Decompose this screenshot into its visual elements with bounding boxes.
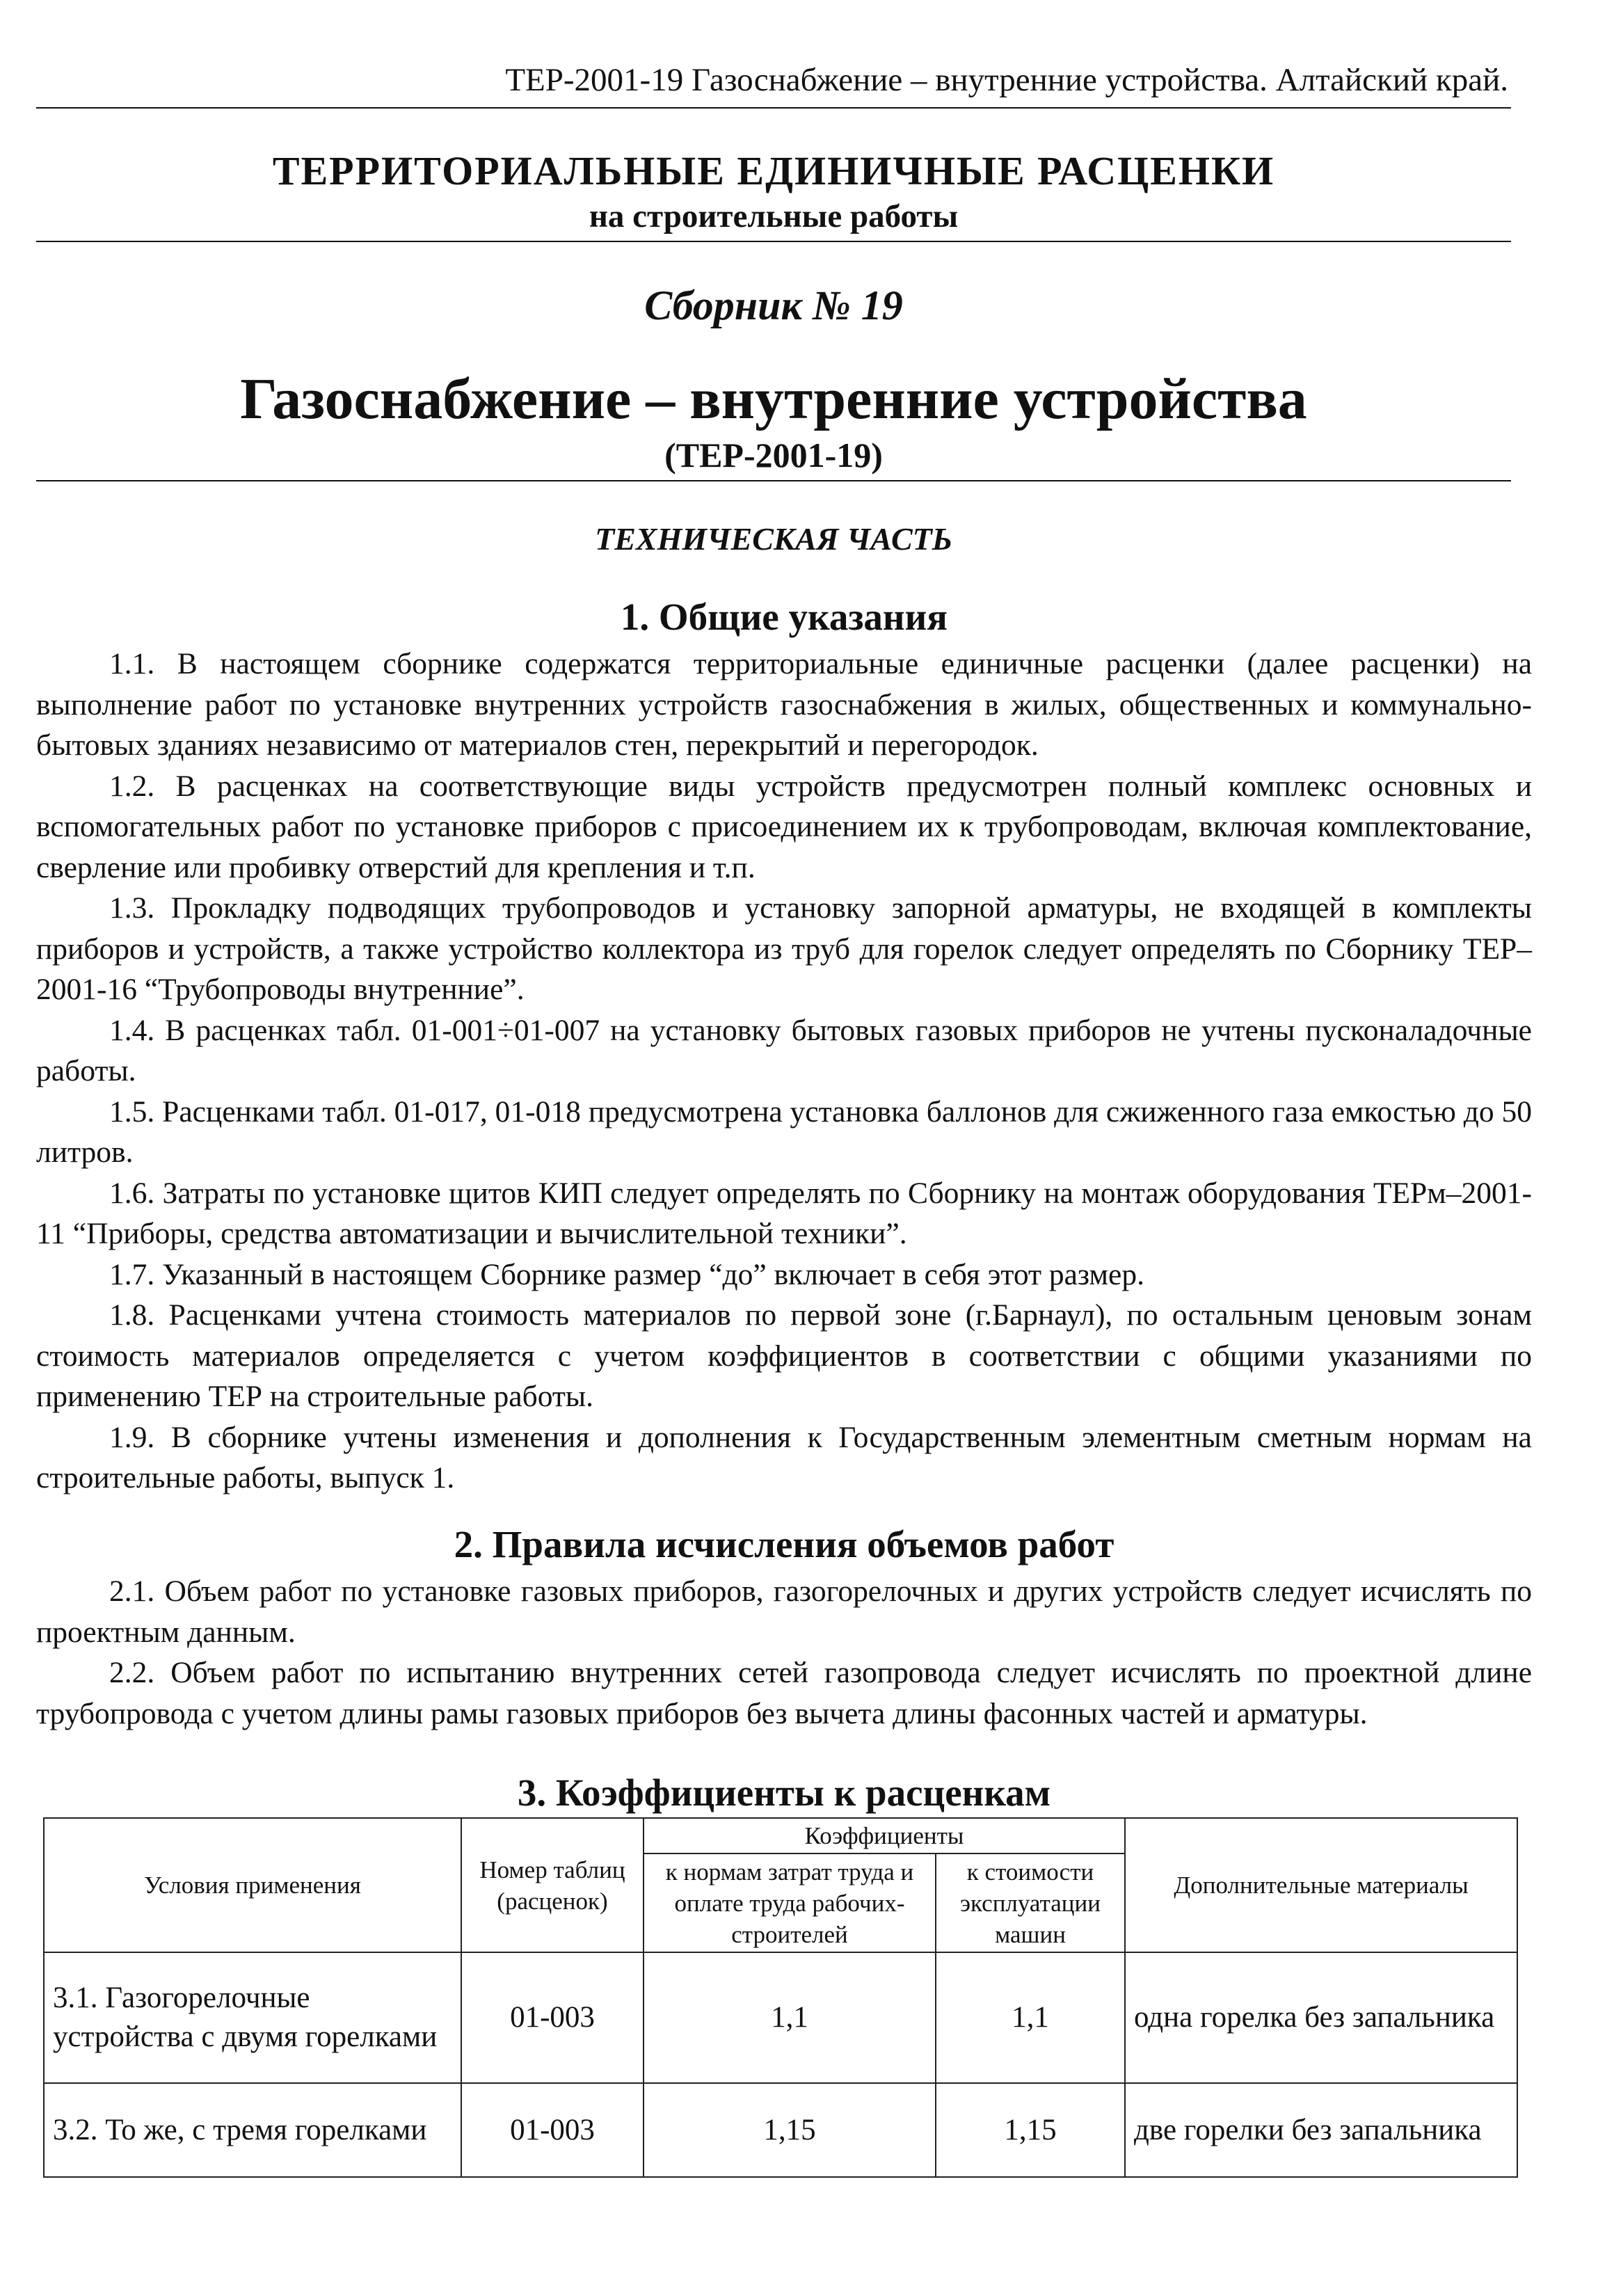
row-table-number: 01-003 [461,2083,644,2177]
running-header: ТЕР-2001-19 Газоснабжение – внутренние устройства. Алтайский край. [505,62,1508,98]
paragraph-1-1: 1.1. В настоящем сборнике содержатся территориальные единичные расценки (далее расценки) на выполнение работ по установке внутренних устройств газоснабжения в жилых, общественных и коммунально-бытовых зданиях независимо от материалов стен, перекрытий и перегородок. [36,647,1532,762]
collection-name: Газоснабжение – внутренние устройства [240,367,1307,431]
collection-rule [36,480,1511,481]
header-labor-coefficient: к нормам затрат труда и оплате труда рабочих-строителей [644,1853,936,1952]
paragraph-1-4: 1.4. В расценках табл. 01-001÷01-007 на установку бытовых газовых приборов не учтены пусконаладочные работы. [36,1013,1532,1087]
header-rule [36,107,1511,109]
paragraph-1-6: 1.6. Затраты по установке щитов КИП следует определять по Сборнику на монтаж оборудования ТЕРм–2001-11 “Приборы, средства автоматизации и вычислительной техники”. [36,1176,1532,1250]
document-title: ТЕРРИТОРИАЛЬНЫЕ ЕДИНИЧНЫЕ РАСЦЕНКИ [272,148,1275,193]
section2-heading: 2. Правила исчисления объемов работ [454,1523,1114,1565]
coefficients-table [43,1817,1518,2178]
row-table-number: 01-003 [461,1952,644,2083]
section2-body [36,1571,1532,1734]
paragraph-1-8: 1.8. Расценками учтена стоимость материалов по первой зоне (г.Барнаул), по остальным ценовым зонам стоимость материалов определяется с учетом коэффициентов в соответствии с общими указаниями по применению ТЕР на строительные работы. [36,1298,1532,1413]
paragraph-1-9: 1.9. В сборнике учтены изменения и дополнения к Государственным элементным сметным нормам на строительные работы, выпуск 1. [36,1420,1532,1494]
technical-part-heading: ТЕХНИЧЕСКАЯ ЧАСТЬ [595,521,952,557]
header-machine-coefficient: к стоимости эксплуатации машин [936,1853,1125,1952]
table-row [44,1952,1517,2083]
header-table-number: Номер таблиц (расценок) [461,1818,644,1952]
row-machine-coefficient: 1,15 [936,2083,1125,2177]
section1-body [36,644,1532,1499]
row-additional-materials: две горелки без запальника [1125,2083,1517,2177]
section1-heading: 1. Общие указания [620,596,948,638]
paragraph-2-2: 2.2. Объем работ по испытанию внутренних сетей газопровода следует исчислять по проектной длине трубопровода с учетом длины рамы газовых приборов без вычета длины фасонных частей и арматуры. [36,1656,1532,1730]
paragraph-1-7: 1.7. Указанный в настоящем Сборнике размер “до” включает в себя этот размер. [109,1257,1144,1291]
row-machine-coefficient: 1,1 [936,1952,1125,2083]
header-coefficients: Коэффициенты [644,1818,1125,1853]
title-rule [36,241,1511,242]
paragraph-1-2: 1.2. В расценках на соответствующие виды устройств предусмотрен полный комплекс основных и вспомогательных работ по установке приборов с присоединением их к трубопроводам, включая комплектование, сверление или пробивку отверстий для крепления и т.п. [36,769,1532,884]
paragraph-1-3: 1.3. Прокладку подводящих трубопроводов и установку запорной арматуры, не входящей в комплекты приборов и устройств, а также устройство коллектора из труб для горелок следует определять по Сборнику ТЕР–2001-16 “Трубопроводы внутренние”. [36,891,1532,1006]
paragraph-1-5: 1.5. Расценками табл. 01-017, 01-018 предусмотрена установка баллонов для сжиженного газа емкостью до 50 литров. [36,1094,1532,1169]
row-labor-coefficient: 1,1 [644,1952,936,2083]
collection-label: Сборник № 19 [644,282,903,328]
row-conditions: 3.1. Газогорелочные устройства с двумя горелками [44,1952,461,2083]
row-labor-coefficient: 1,15 [644,2083,936,2177]
table-row [44,2083,1517,2177]
row-conditions: 3.2. То же, с тремя горелками [44,2083,461,2177]
section3-heading: 3. Коэффициенты к расценкам [517,1771,1051,1814]
collection-code: (ТЕР-2001-19) [664,436,883,475]
header-additional-materials: Дополнительные материалы [1125,1818,1517,1952]
paragraph-2-1: 2.1. Объем работ по установке газовых приборов, газогорелочных и других устройств следует исчислять по проектным данным. [36,1574,1532,1649]
document-subtitle: на строительные работы [589,198,959,234]
header-conditions: Условия применения [44,1818,461,1952]
row-additional-materials: одна горелка без запальника [1125,1952,1517,2083]
